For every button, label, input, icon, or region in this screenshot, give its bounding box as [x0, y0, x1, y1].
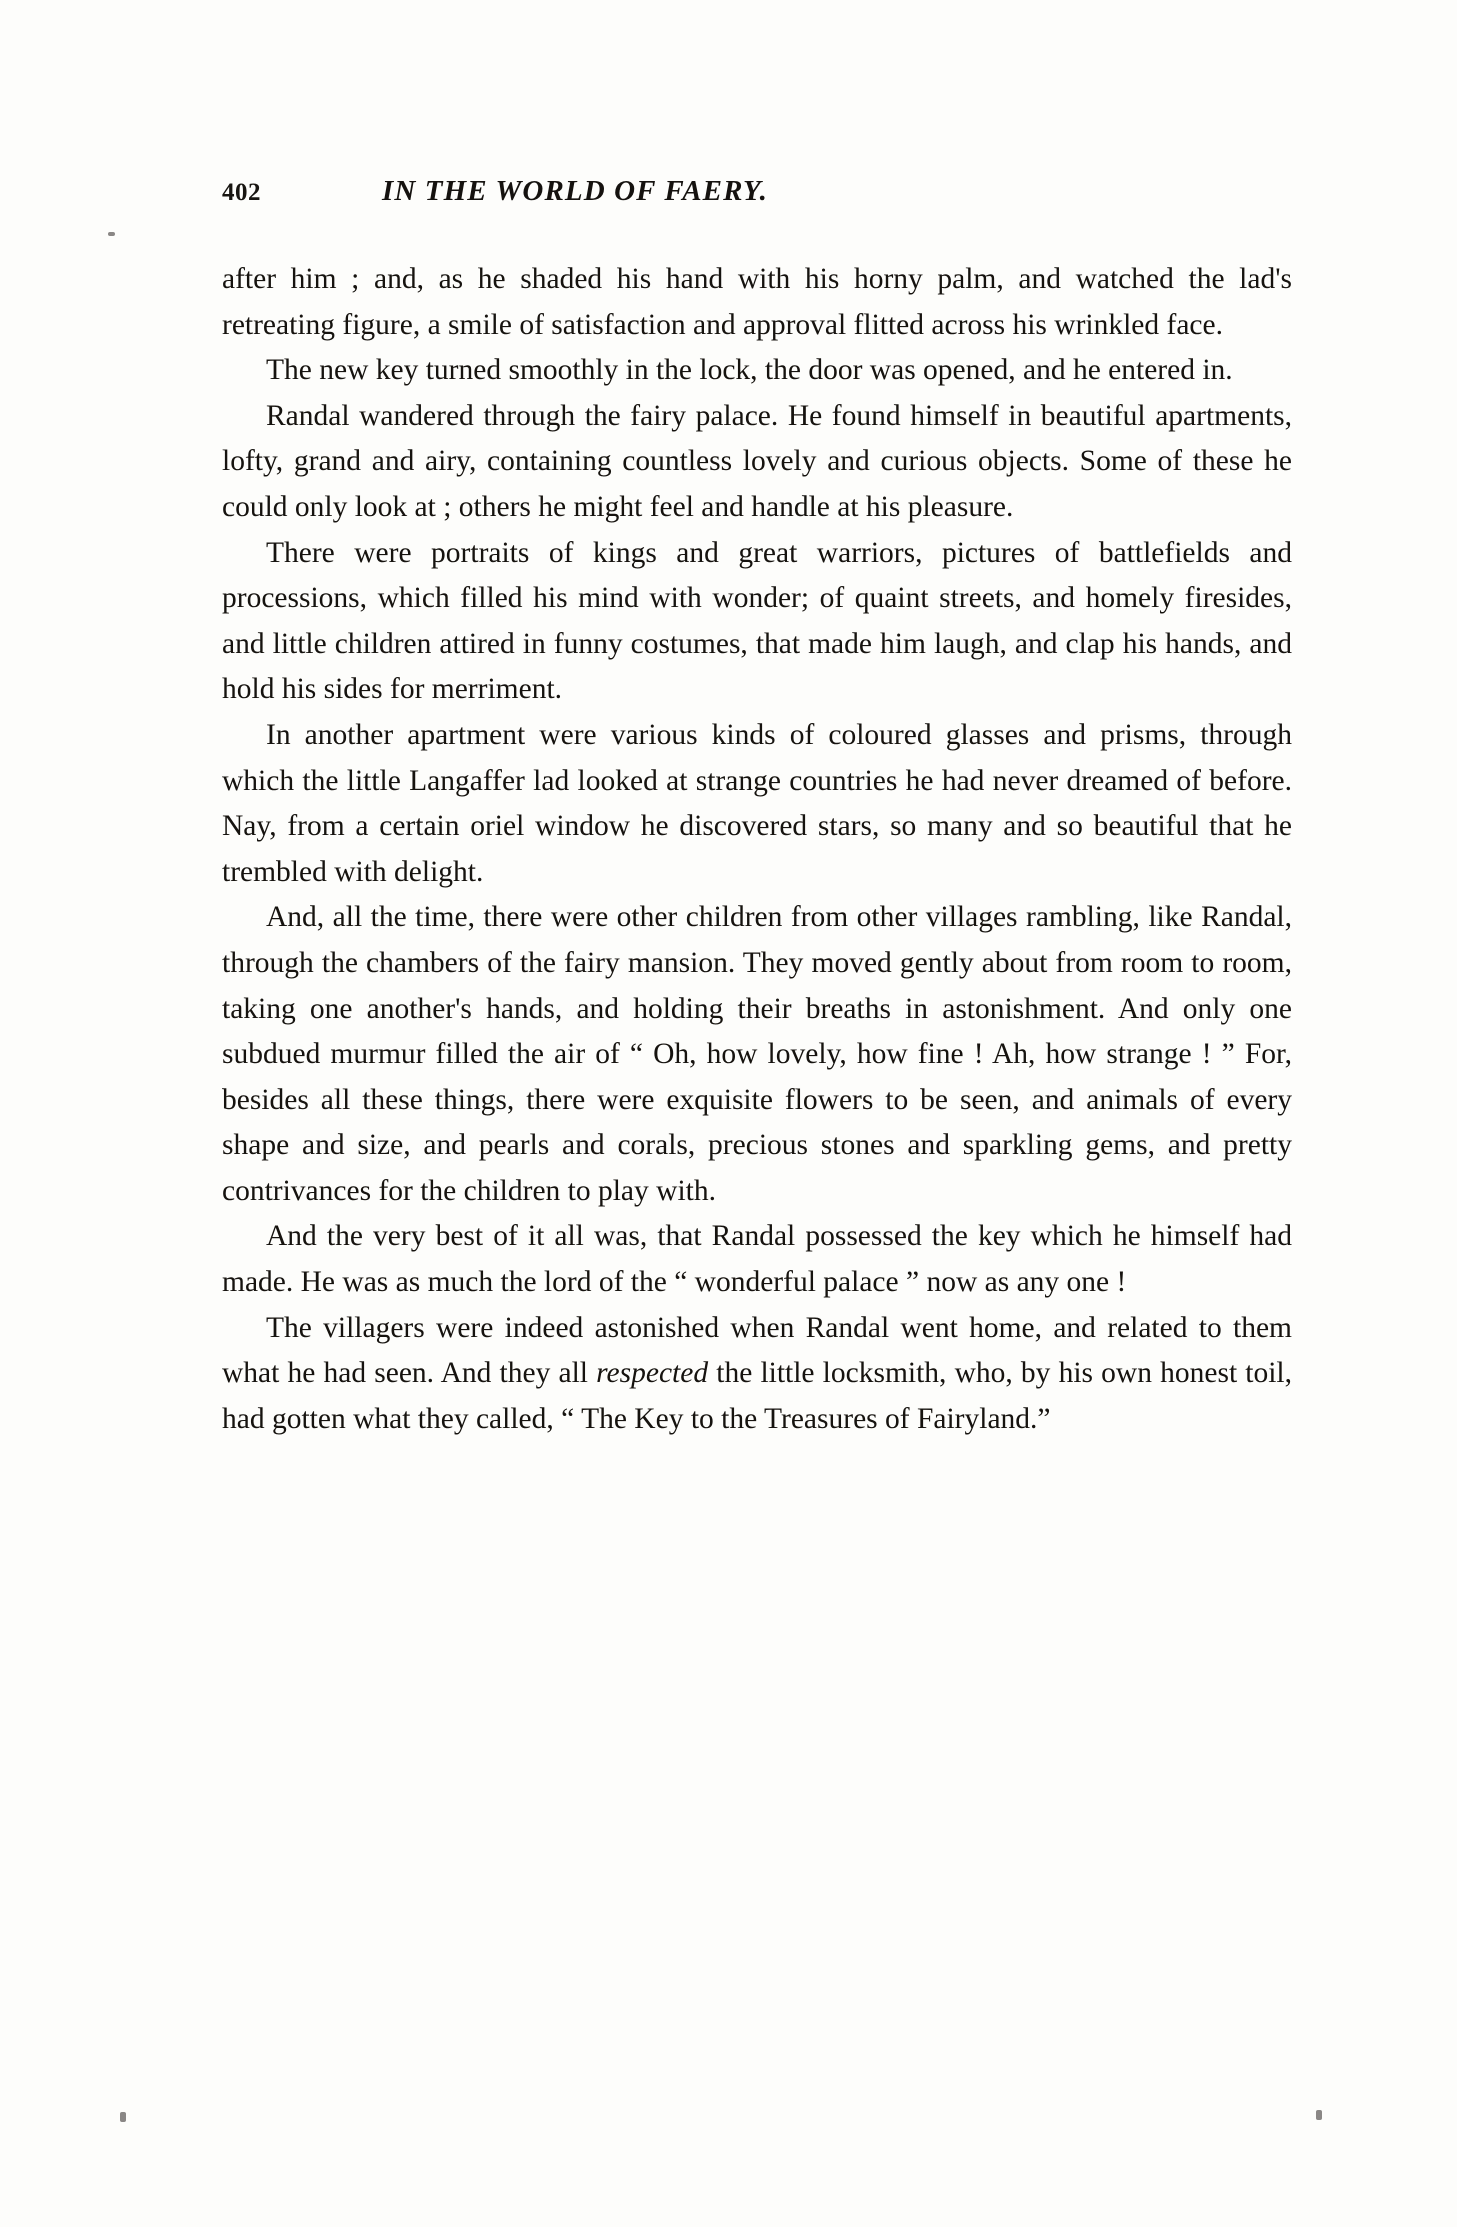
- page-speck-bottom-right: [1316, 2110, 1322, 2120]
- paragraph-8-text: The villagers were indeed astonished when Randal went home, and related to them what he had seen. And they all: [222, 1311, 1292, 1390]
- emphasised-word: respected: [596, 1357, 709, 1390]
- paragraph-4: There were portraits of kings and great warriors, pictures of battlefields and processions, which filled his mind with wonder; of quaint streets, and homely firesides, and little children attired in funny costumes, that made him laugh, and clap his hands, and hold his sides for merriment.: [222, 536, 1292, 706]
- paragraph-6: And, all the time, there were other children from other villages rambling, like Randal, through the chambers of the fairy mansion. They moved gently about from room to room, taking one another's hands, and holding their breaths in astonishment. And only one subdued murmur filled the air of “ Oh, how lovely, how fine ! Ah, how strange ! ” For, besides all these things, there were exquisite flowers to be seen, and animals of every shape and size, and pearls and corals, precious stones and sparkling gems, and pretty contrivances for the children to play with.: [222, 901, 1292, 1207]
- paragraph-3: Randal wandered through the fairy palace. He found himself in beautiful apartments, lofty, grand and airy, containing countless lovely and curious objects. Some of these he could only look at ; others he might feel and handle at his pleasure.: [222, 399, 1292, 523]
- paragraph-7: And the very best of it all was, that Randal possessed the key which he himself had made. He was as much the lord of the “ wonderful palace ” now as any one !: [222, 1220, 1292, 1299]
- page-number: 402: [222, 179, 261, 206]
- paragraph-2: The new key turned smoothly in the lock, the door was opened, and he entered in.: [266, 354, 1233, 387]
- running-head: IN THE WORLD OF FAERY.: [382, 175, 769, 207]
- page-content: [222, 175, 1292, 1442]
- paragraph-8-tail: the little locksmith, who, by his own honest toil, had gotten what they called, “ The Key to the Treasures of Fairyland.”: [222, 1357, 1293, 1435]
- paragraph-1: after him ; and, as he shaded his hand with his horny palm, and watched the lad's retreating figure, a smile of satisfaction and approval flitted across his wrinkled face.: [222, 263, 1292, 341]
- paragraph-5: In another apartment were various kinds of coloured glasses and prisms, through which the little Langaffer lad looked at strange countries he had never dreamed of before. Nay, from a certain oriel window he discovered stars, so many and so beautiful that he trembled with delight.: [222, 718, 1292, 888]
- page-speck-left: [108, 232, 115, 236]
- body-text: [222, 257, 1292, 1442]
- page-speck-bottom-left: [120, 2112, 126, 2122]
- page-header: [222, 175, 1292, 231]
- paragraph-8: [222, 1306, 1292, 1443]
